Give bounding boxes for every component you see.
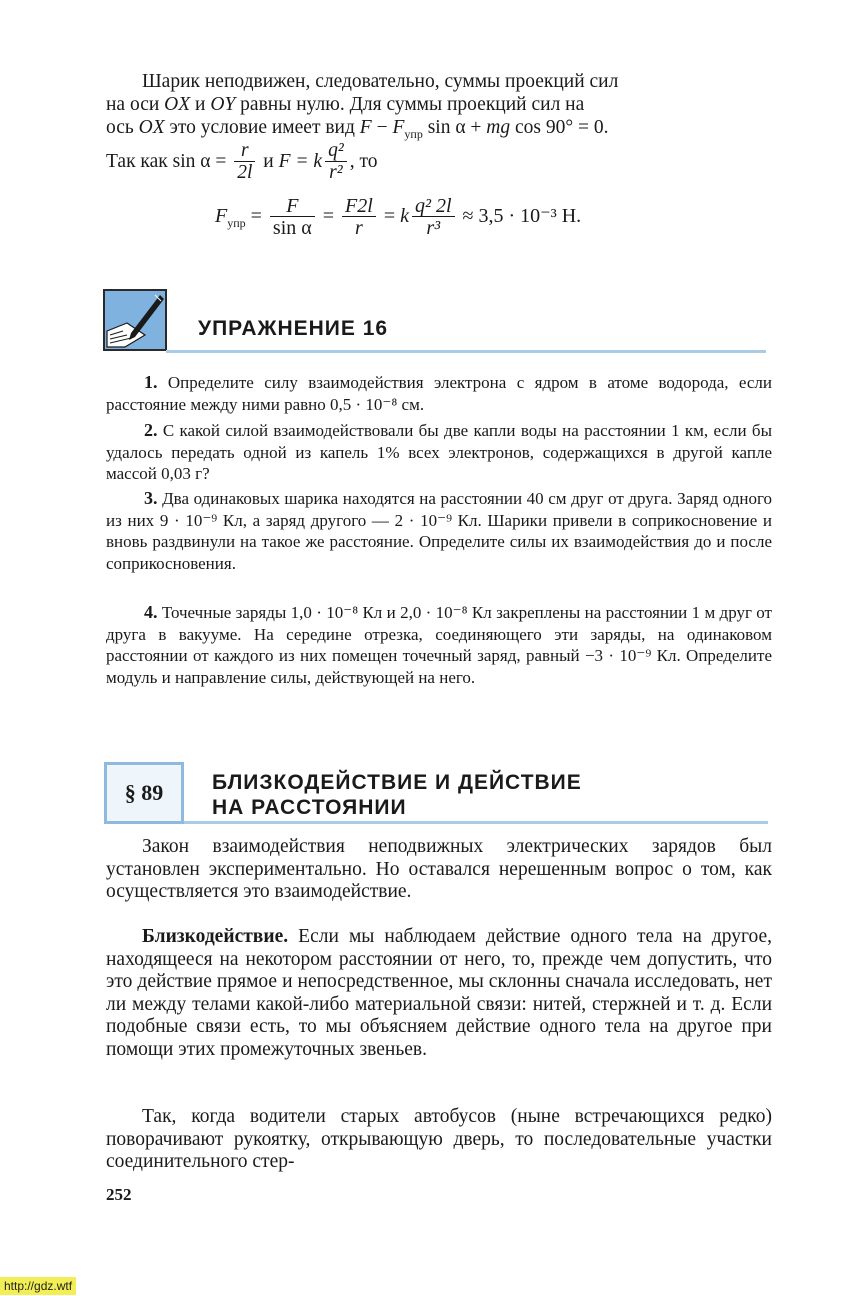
paragraph-1: Закон взаимодействия неподвижных электрических зарядов был установлен экспериментально. Но оставался нерешенным вопрос о том, как осуществляется это взаимодействие. — [106, 836, 772, 902]
exercise-title: УПРАЖНЕНИЕ 16 — [198, 317, 389, 340]
fraction-q2-r2: $\frac{\text{q²}}{\text{r²}}$ — [325, 141, 347, 184]
section-divider — [184, 821, 768, 824]
intro-line-1: Шарик неподвижен, следовательно, суммы проекций сил — [142, 71, 619, 92]
exercise-item-2: 2. С какой силой взаимодействовали бы две капли воды на расстоянии 1 км, если бы удалось передать одной из капель 1% всех электронов, содержащихся в другой капле массой 0,03 г? — [106, 420, 772, 483]
paragraph-3: Так, когда водители старых автобусов (ныне встречающихся редко) поворачивают рукоятку, открывающую дверь, то последовательные участки соединительного стер- — [106, 1106, 772, 1172]
exercise-item-4: 4. Точечные заряды 1,0 · 10⁻⁸ Кл и 2,0 · 10⁻⁸ Кл закреплены на расстоянии 1 м друг от друга в вакууме. На середине отрезка, соединяющего эти заряды, на одинаковом расстоянии от каждого из них помещен точечный заряд, равный −3 · 10⁻⁹ Кл. Определите модуль и направление силы, действующей на него. — [106, 602, 772, 687]
section-title: БЛИЗКОДЕЙСТВИЕ И ДЕЙСТВИЕ НА РАССТОЯНИИ — [212, 771, 582, 819]
since-line: Так как sin α = $\frac{r}{2l}$ и F = k $\frac{\text{q²}}{\text{r²}}$ , то — [106, 140, 378, 184]
intro-line-3: ось OX это условие имеет вид $F - F_{упр}$ sin α + mg cos 90° = 0. — [106, 117, 609, 141]
fraction-r-2l: $\frac{r}{2l}$ — [234, 141, 255, 184]
pencil-notebook-icon — [103, 289, 167, 351]
exercise-item-3: 3. Два одинаковых шарика находятся на расстоянии 40 см друг от друга. Заряд одного из них 9 · 10⁻⁹ Кл, а заряд другого — 2 · 10⁻⁹ Кл. Шарики привели в соприкосновение и вновь раздвинули на такое же расстояние. Определите силы их взаимодействия до и после соприкосновения. — [106, 488, 773, 573]
exercise-item-1: 1. Определите силу взаимодействия электрона с ядром в атоме водорода, если расстояние между ними равно 0,5 · 10⁻⁸ см. — [106, 372, 773, 414]
fraction-q2-2l-r3: $\frac{\text{q² 2l}}{\text{r³}}$ — [412, 196, 455, 239]
intro-line-2: на оси OX и OY равны нулю. Для суммы проекций сил на — [106, 94, 585, 115]
section-number: § 89 — [104, 762, 184, 824]
paragraph-2: Близкодействие. Если мы наблюдаем действие одного тела на другое, находящееся на некотором расстоянии от него, то, прежде чем допустить, что это действие прямое и непосредственное, мы склонны сначала исследовать, нет ли между телами какой-либо материальной связи: нитей, стержней и т. д. Если подобные связи есть, то мы объясняем действие одного тела на другое при помощи этих промежуточных звеньев. — [106, 926, 772, 1060]
fraction-f2l-r: $\frac{F2l}{r}$ — [342, 196, 376, 239]
watermark-link[interactable]: http://gdz.wtf — [0, 1277, 76, 1295]
exercise-divider — [166, 350, 766, 353]
fraction-f-sin: $\frac{F}{\text{sin α}}$ — [270, 196, 315, 239]
page-number: 252 — [106, 1185, 132, 1204]
formula-fupr: $F_{упр}$ = $\frac{F}{\text{sin α}}$ = $\frac{F2l}{r}$ = k $\frac{\text{q² 2l}}{\text{r³}}$ ≈ 3,5 · 10⁻³ Н. — [215, 195, 582, 239]
